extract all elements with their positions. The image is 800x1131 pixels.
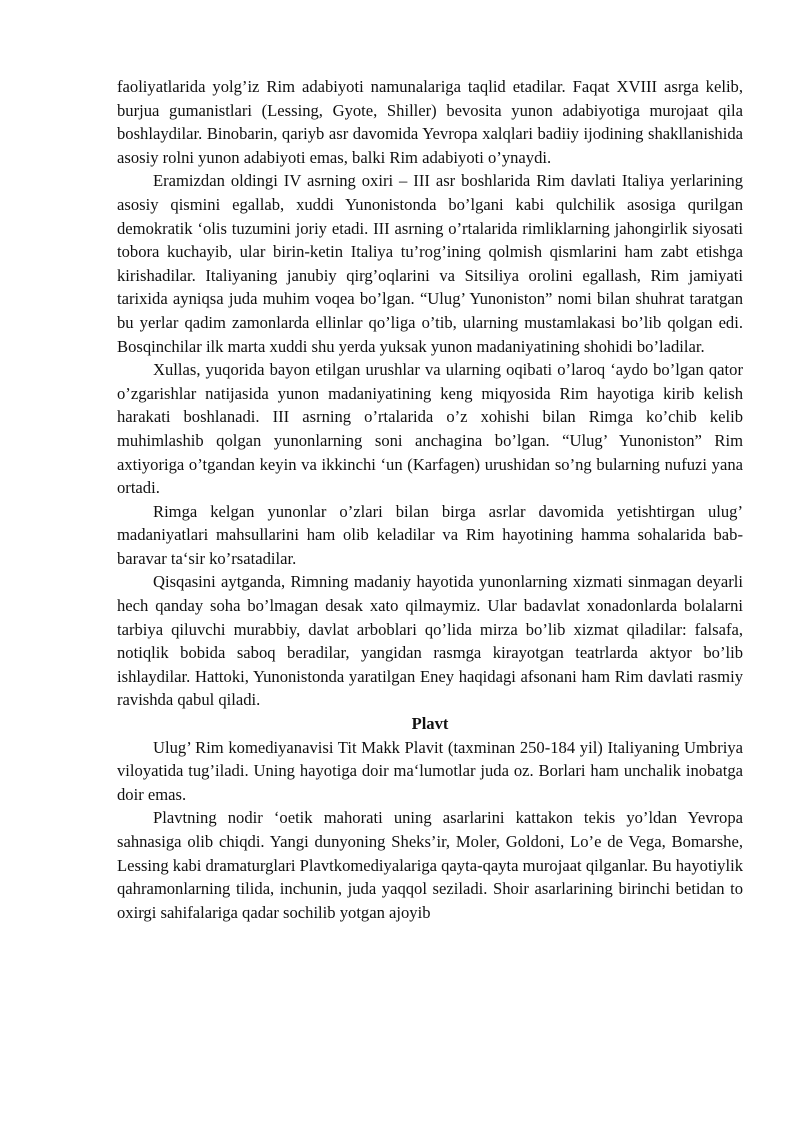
section-heading: Plavt bbox=[411, 714, 449, 734]
paragraph: Eramizdan oldingi IV asrning oxiri – III asr boshlarida Rim davlati Italiya yerlarining asosiy qismini egallab, xuddi Yunonistonda bo’lgani kabi qulchilik asosiga qurilgan demokratik ‘olis tuzumini joriy etadi. III asrning o’rtalarida rimliklarning jahongirlik siyosati tobora kuchayib, ular birin-ketin Italiya tu’rog’ining qolmish qismlarini ham zabt etishga kirishadilar. Italiyaning janubiy qirg’oqlarini va Sitsiliya orolini egallash, Rim jamiyati tarixida ayniqsa juda muhim voqea bo’lgan. “Ulug’ Yunoniston” nomi bilan shuhrat taratgan bu yerlar qadim zamonlarda ellinlar qo’liga o’tib, ularning mustamlakasi bo’lib qolgan edi. Bosqinchilar ilk marta xuddi shu yerda yuksak yunon madaniyatining shohidi bo’ladilar. bbox=[117, 171, 743, 356]
paragraph: Rimga kelgan yunonlar o’zlari bilan birga asrlar davomida yetishtirgan ulug’ madaniyatlari mahsullarini ham olib keladilar va Rim hayotining hamma sohalarida bab-baravar ta‘sir ko’rsatadilar. bbox=[117, 501, 743, 568]
document-page bbox=[117, 75, 743, 924]
paragraph: Ulug’ Rim komediyanavisi Tit Makk Plavit (taxminan 250-184 yil) Italiyaning Umbriya viloyatida tug’iladi. Uning hayotiga doir ma‘lumotlar juda oz. Borlari ham unchalik inobatga doir emas. bbox=[117, 737, 743, 804]
paragraph: Plavtning nodir ‘oetik mahorati uning asarlarini kattakon tekis yo’ldan Yevropa sahnasiga olib chiqdi. Yangi dunyoning Sheks’ir, Moler, Goldoni, Lo’e de Vega, Bomarshe, Lessing kabi dramaturglari Plavtkomediyalariga qayta-qayta murojaat qilganlar. Bu hayotiylik qahramonlarning tilida, inchunin, juda yaqqol seziladi. Shoir asarlarining birinchi betidan to oxirgi sahifalariga qadar sochilib yotgan ajoyib bbox=[117, 808, 743, 922]
paragraph: Xullas, yuqorida bayon etilgan urushlar va ularning oqibati o’laroq ‘aydo bo’lgan qator o’zgarishlar natijasida yunon madaniyatining keng miqyosida Rim hayotiga kirib kelish harakati boshlanadi. III asrning o’rtalarida o’z xohishi bilan Rimga ko’chib kelib muhimlashib qolgan yunonlarning soni anchagina bo’lgan. “Ulug’ Yunoniston” Rim axtiyoriga o’tgandan keyin va ikkinchi ‘un (Karfagen) urushidan so’ng bularning nufuzi yana ortadi. bbox=[117, 360, 743, 498]
paragraph: faoliyatlarida yolg’iz Rim adabiyoti namunalariga taqlid etadilar. Faqat XVIII asrga kelib, burjua gumanistlari (Lessing, Gyote, Shiller) bevosita yunon adabiyotiga murojaat qila boshlaydilar. Binobarin, qariyb asr davomida Yevropa xalqlari badiiy ijodining shakllanishida asosiy rolni yunon adabiyoti emas, balki Rim adabiyoti o’ynaydi. bbox=[117, 77, 743, 167]
paragraph: Qisqasini aytganda, Rimning madaniy hayotida yunonlarning xizmati sinmagan deyarli hech qanday soha bo’lmagan desak xato qilmaymiz. Ular badavlat xonadonlarda bolalarni tarbiya qiluvchi murabbiy, davlat arboblari qo’lida mirza bo’lib xizmat qiladilar: falsafa, notiqlik bobida saboq beradilar, yangidan rasmga kirayotgan teatrlarda aktyor bo’lib ishlaydilar. Hattoki, Yunonistonda yaratilgan Eney haqidagi afsonani ham Rim davlati rasmiy ravishda qabul qiladi. bbox=[117, 572, 743, 710]
